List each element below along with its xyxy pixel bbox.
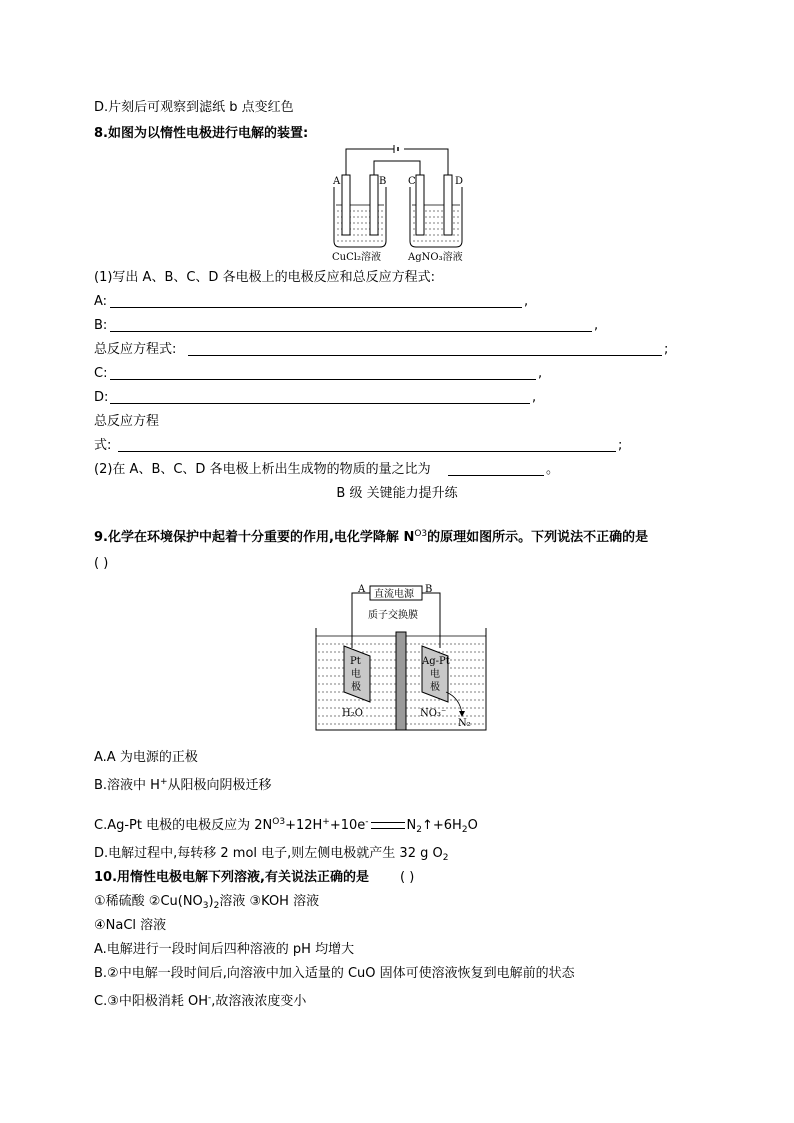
h2o-sub: 2 [461, 825, 468, 835]
membrane-label: 质子交换膜 [368, 610, 418, 621]
option-c-part-4: N [406, 818, 417, 833]
option-b-part-1: B.溶液中 H [94, 778, 160, 793]
question-9-stem-part-2: 的原理如图所示。下列说法不正确的是 [427, 530, 649, 545]
semicolon: ; [618, 438, 623, 453]
question-10-items [94, 894, 319, 914]
prev-option-d: D.片刻后可观察到滤纸 b 点变红色 [94, 100, 294, 115]
nitrate-degradation-figure [312, 580, 490, 738]
power-terminal-a: A [358, 584, 366, 595]
left-electrode-label-3: 极 [351, 682, 361, 693]
answer-label-a: A: [94, 294, 108, 309]
right-electrode-label-1: Ag-Pt [422, 656, 450, 667]
semicolon: ; [664, 342, 669, 357]
left-electrode-label-1: Pt [350, 656, 361, 667]
minus-sup: - [208, 993, 212, 1003]
nitrate-label: NO₃⁻ [420, 708, 447, 719]
option-c-part-3: +10e [329, 818, 366, 833]
comma: , [594, 318, 599, 333]
answer-label-b: B: [94, 318, 108, 333]
section-heading-b: B 级 关键能力提升练 [336, 486, 458, 501]
question-9-stem [94, 526, 648, 546]
question-10-answer-paren[interactable]: ( ) [400, 870, 415, 885]
comma: , [538, 366, 543, 381]
plus-sup: + [322, 817, 330, 827]
answer-blank-d[interactable] [110, 403, 530, 404]
comma: , [524, 294, 529, 309]
question-8-stem: 8.如图为以惰性电极进行电解的装置: [94, 126, 309, 141]
electrolysis-apparatus-figure [328, 143, 478, 263]
reaction-arrow [371, 822, 405, 829]
minus-sup: - [365, 817, 369, 827]
question-9-stem-part-1: 9.化学在环境保护中起着十分重要的作用,电化学降解 N [94, 530, 415, 545]
paren-sub: 2 [213, 901, 220, 911]
nitrate-subscript: O3 [414, 529, 428, 539]
question-9-option-b [94, 774, 272, 794]
electrode-label-c: C [408, 176, 416, 187]
option-c-part-6: O [467, 818, 478, 833]
question-9-option-c [94, 814, 478, 838]
answer-blank-ratio[interactable] [448, 475, 544, 476]
question-10-option-c [94, 990, 306, 1010]
right-electrode-label-2: 电 [430, 669, 440, 680]
question-9-option-a: A.A 为电源的正极 [94, 750, 198, 765]
o2-sub: 2 [442, 853, 449, 863]
nitrate-sup: O3 [272, 817, 286, 827]
items-part-1: ①稀硫酸 ②Cu(NO [94, 894, 203, 909]
water-label: H₂O [342, 708, 363, 719]
left-electrode-label-2: 电 [351, 669, 361, 680]
option-b-part-2: 从阳极向阴极迁移 [167, 778, 272, 793]
option-d-text: D.电解过程中,每转移 2 mol 电子,则左侧电极就产生 32 g O [94, 846, 443, 861]
answer-blank-b[interactable] [110, 331, 592, 332]
question-10-option-b: B.②中电解一段时间后,向溶液中加入适量的 CuO 固体可使溶液恢复到电解前的状态 [94, 966, 575, 981]
question-10-text: 10.用惰性电极电解下列溶液,有关说法正确的是 [94, 870, 369, 885]
question-9-answer-paren[interactable]: ( ) [94, 556, 109, 571]
answer-blank-a[interactable] [110, 307, 522, 308]
electrode-label-d: D [455, 176, 464, 187]
answer-blank-total-2[interactable] [118, 451, 616, 452]
total-equation-label-1: 总反应方程式: [94, 342, 177, 357]
period: 。 [546, 462, 560, 477]
answer-blank-c[interactable] [110, 379, 536, 380]
electrode-label-a: A [333, 176, 341, 187]
question-10-item-4: ④NaCl 溶液 [94, 918, 167, 933]
question-9-option-d [94, 846, 448, 866]
option-c-part-2: +12H [285, 818, 323, 833]
items-part-3: 溶液 ③KOH 溶液 [219, 894, 320, 909]
answer-blank-total-1[interactable] [188, 355, 662, 356]
option-c-part-1: C.Ag-Pt 电极的电极反应为 2N [94, 818, 273, 833]
question-8-part-1: (1)写出 A、B、C、D 各电极上的电极反应和总反应方程式: [94, 270, 435, 285]
n2-sub: 2 [416, 825, 422, 835]
total-equation-label-2a: 总反应方程 [94, 414, 160, 429]
electrode-label-b: B [379, 176, 387, 187]
total-equation-label-2b: 式: [94, 438, 112, 453]
no3-sub: 3 [202, 901, 209, 911]
power-supply-label: 直流电源 [374, 589, 414, 600]
answer-label-c: C: [94, 366, 108, 381]
question-10-option-a: A.电解进行一段时间后四种溶液的 pH 均增大 [94, 942, 355, 957]
answer-label-d: D: [94, 390, 109, 405]
option-c-text-2: ,故溶液浓度变小 [211, 994, 307, 1009]
left-solution-label: CuCl₂溶液 [332, 252, 381, 263]
items-part-2: ) [208, 894, 214, 909]
question-10-stem [94, 870, 369, 886]
power-terminal-b: B [425, 584, 433, 595]
right-electrode-label-3: 极 [430, 682, 440, 693]
comma: , [532, 390, 537, 405]
option-c-part-5: ↑+6H [421, 818, 462, 833]
plus-sup: + [159, 777, 168, 787]
option-c-text-1: C.③中阳极消耗 OH [94, 994, 209, 1009]
question-8-part-2: (2)在 A、B、C、D 各电极上析出生成物的物质的量之比为 [94, 462, 431, 477]
right-solution-label: AgNO₃溶液 [408, 252, 463, 263]
nitrogen-label: N₂ [458, 718, 471, 729]
